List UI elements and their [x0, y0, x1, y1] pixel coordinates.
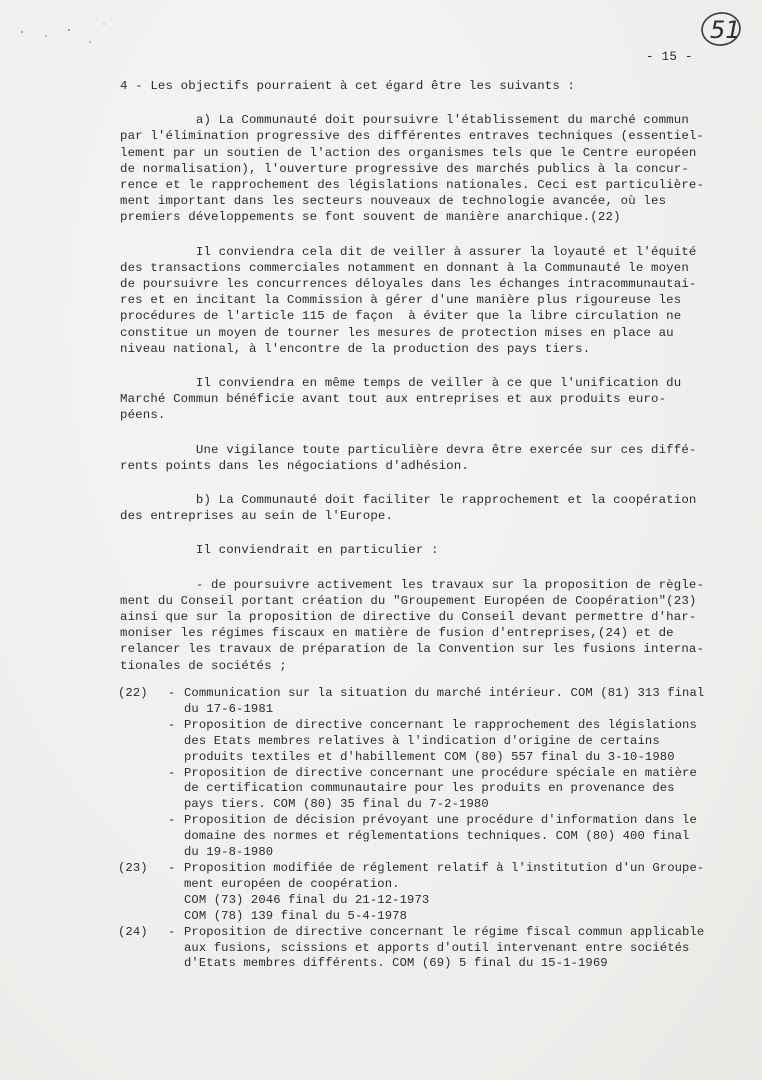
footnote-22-item: - Proposition de directive concernant une procédure spéciale en matière de certification communautaire pour les produits en provenance des pays tiers. COM (80) 35 final du 7-2-1980 [118, 766, 718, 814]
paragraph-vigilance: Une vigilance toute particulière devra être exercée sur ces diffé- rents points dans les négociations d'adhésion. [120, 442, 697, 473]
footnote-item: Proposition de décision prévoyant une procédure d'information dans le domaine des normes et réglementations techniques. COM (80) 400 final du 19-8-1980 [184, 813, 697, 860]
paragraph-particulier: Il conviendrait en particulier : [120, 543, 439, 558]
scan-specks [20, 20, 110, 50]
footnote-ref: COM (78) 139 final du 5-4-1978 [184, 908, 408, 923]
footnote-item: Communication sur la situation du marché intérieur. COM (81) 313 final du 17-6-1981 [184, 686, 705, 716]
footnote-ref: COM (73) 2046 final du 21-12-1973 [184, 892, 430, 907]
paragraph-b: b) La Communauté doit faciliter le rapprochement et la coopération des entreprises au sein de l'Europe. [120, 493, 697, 524]
svg-text:51: 51 [710, 16, 741, 44]
footnote-22-item: - Proposition de directive concernant le rapprochement des législations des Etats membres relatives à l'indication d'origine de certains produits textiles et d'habillement COM (80) 557 final du 3-10-1980 [118, 718, 718, 766]
footnote-item: Proposition de directive concernant une procédure spéciale en matière de certification communautaire pour les produits en provenance des pays tiers. COM (80) 35 final du 7-2-1980 [184, 765, 697, 812]
paragraph-travaux: - de poursuivre activement les travaux sur la proposition de règle- ment du Conseil portant création du "Groupement Européen de Coopération"(23) ainsi que sur la proposition de directive du Conseil devant permettre d'har- moniser les régimes fiscaux en matière de fusion d'entreprises,(24) et de relancer les travaux de préparation de la Convention sur les fusions interna- tionales de sociétés ; [120, 577, 705, 673]
footnote-item: Proposition modifiée de réglement relatif à l'institution d'un Groupe- ment européen de coopération. [184, 860, 705, 891]
handwritten-page-stamp [698, 8, 744, 48]
footnote-number: (22) [118, 686, 148, 700]
footnote-item: Proposition de directive concernant le régime fiscal commun applicable aux fusions, scissions et apports d'outil intervenant entre sociétés d'Etats membres différents. COM (69) 5 final du 15-1-1969 [184, 924, 705, 971]
footnote-number: (24) [118, 924, 148, 939]
footnote-24: (24) - Proposition de directive concernant le régime fiscal commun applicable aux fusions, scissions et apports d'outil intervenant entre sociétés d'Etats membres différents. COM (69) 5 final du 15-1-1969 [118, 925, 718, 973]
footnote-22: (22) - Communication sur la situation du marché intérieur. COM (81) 313 final du 17-6-1981 [118, 686, 718, 718]
section-heading: 4 - Les objectifs pourraient à cet égard être les suivants : [120, 79, 576, 93]
paragraph-a: a) La Communauté doit poursuivre l'établissement du marché commun par l'élimination progressive des différentes entraves techniques (essentiel- lement par un soutien de l'action des organismes tels que le Centre européen de normalisation), l'ouverture progressive des marchés publics à la concur- rence et le rapprochement des législations nationales. Ceci est particulière- ment important dans les secteurs nouveaux de technologie avancée, où les premiers développements se font souvent de manière anarchique.(22) [120, 113, 705, 225]
footnote-22-item: - Proposition de décision prévoyant une procédure d'information dans le domaine des normes et réglementations techniques. COM (80) 400 final du 19-8-1980 [118, 813, 718, 861]
footnotes [118, 686, 718, 972]
footnote-item: Proposition de directive concernant le rapprochement des législations des Etats membres relatives à l'indication d'origine de certains produits textiles et d'habillement COM (80) 557 final du 3-10-1980 [184, 717, 697, 764]
paragraph-loyaute: Il conviendra cela dit de veiller à assurer la loyauté et l'équité des transactions commerciales notamment en donnant à la Communauté le moyen de poursuivre les concurrences déloyales dans les échanges intracommunautai- res et en incitant la Commission à gérer d'une manière plus rigoureuse les procédures de l'article 115 de façon à éviter que la libre circulation ne constitue un moyen de tourner les mesures de protection mises en place au niveau national, à l'encontre de la production des pays tiers. [120, 244, 697, 356]
page-number: - 15 - [646, 50, 693, 64]
footnote-number: (23) [118, 860, 148, 875]
body-text [120, 78, 710, 674]
paragraph-unification: Il conviendra en même temps de veiller à ce que l'unification du Marché Commun bénéficie avant tout aux entreprises et aux produits euro- péens. [120, 376, 682, 423]
footnote-23: (23) - Proposition modifiée de réglement relatif à l'institution d'un Groupe- ment européen de coopération. [118, 861, 718, 893]
